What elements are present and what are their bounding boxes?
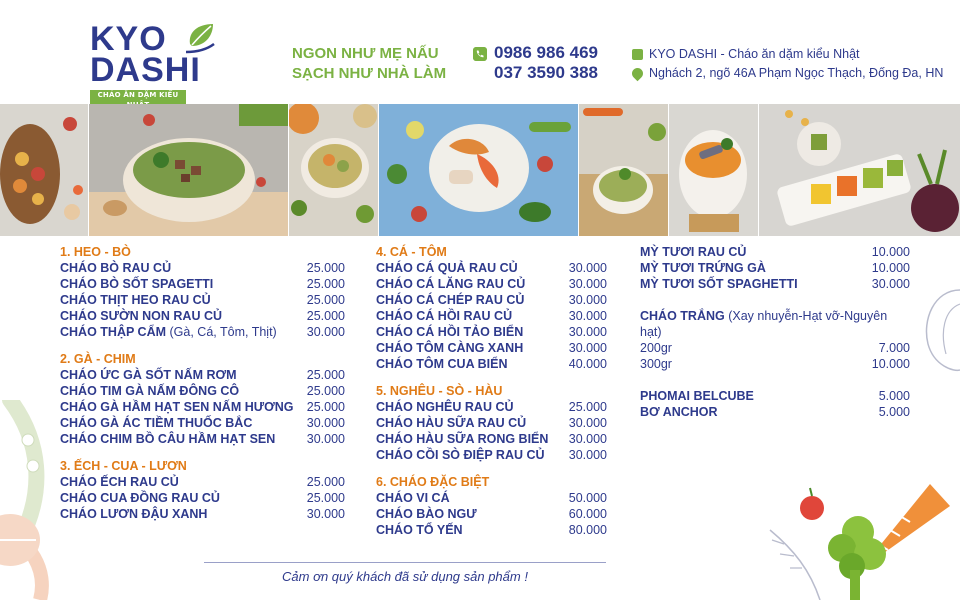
item-price: 10.000 xyxy=(871,357,910,371)
item-name: CHÁO ẾCH RAU CỦ xyxy=(60,475,179,489)
section-title-chao-dac-biet: 6. CHÁO ĐẶC BIỆT xyxy=(376,475,490,489)
slogan-line-2: SẠCH NHƯ NHÀ LÀM xyxy=(292,65,447,82)
item-name: CHÁO CÁ HỒI TẢO BIỂN xyxy=(376,325,524,339)
item-name: CHÁO TÔM CÀNG XANH xyxy=(376,341,524,355)
menu-item xyxy=(376,506,607,522)
menu-item xyxy=(376,415,607,431)
item-price: 7.000 xyxy=(878,341,910,355)
item-price: 30.000 xyxy=(306,325,345,339)
menu-item xyxy=(376,292,607,308)
menu-item xyxy=(376,431,607,447)
item-price: 10.000 xyxy=(871,245,910,259)
item-name: CHÁO CỒI SÒ ĐIỆP RAU CỦ xyxy=(376,448,545,462)
item-name: CHÁO HÀU SỮA RONG BIỂN xyxy=(376,432,549,446)
slogan xyxy=(292,44,446,84)
photo-salmon-porridge xyxy=(669,104,758,236)
item-name: CHÁO ỨC GÀ SỐT NẤM RƠM xyxy=(60,368,237,382)
item-price: 25.000 xyxy=(568,400,607,414)
item-price: 25.000 xyxy=(306,293,345,307)
menu-item xyxy=(60,383,345,399)
menu-item xyxy=(640,244,910,260)
item-name: CHÁO GÀ HẦM HẠT SEN NẤM HƯƠNG xyxy=(60,400,294,414)
menu-item xyxy=(60,506,345,522)
menu-item xyxy=(376,490,607,506)
menu-item xyxy=(640,404,910,420)
item-price: 30.000 xyxy=(306,507,345,521)
menu-column-3 xyxy=(640,244,910,420)
item-price: 30.000 xyxy=(568,448,607,462)
item-price: 25.000 xyxy=(306,261,345,275)
item-price: 50.000 xyxy=(568,491,607,505)
section-title-heo-bo: 1. HEO - BÒ xyxy=(60,245,131,259)
spacer xyxy=(640,292,910,308)
menu-item xyxy=(60,308,345,324)
item-name: CHÁO CÁ LĂNG RAU CỦ xyxy=(376,277,526,291)
item-price: 25.000 xyxy=(306,491,345,505)
item-name: CHÁO CÁ QUẢ RAU CỦ xyxy=(376,261,518,275)
item-price: 5.000 xyxy=(878,405,910,419)
spacer xyxy=(640,372,910,388)
section-title-ca-tom: 4. CÁ - TÔM xyxy=(376,245,447,259)
item-name: CHÁO THẬP CẨM xyxy=(60,325,167,339)
item-note: (Gà, Cá, Tôm, Thịt) xyxy=(166,325,277,339)
menu-item xyxy=(376,356,607,372)
vegetables-illustration xyxy=(750,470,960,600)
item-price: 25.000 xyxy=(306,400,345,414)
item-price: 25.000 xyxy=(306,368,345,382)
phone-number-1[interactable]: 0986 986 469 xyxy=(494,43,598,62)
menu-item xyxy=(376,399,607,415)
item-name-with-note xyxy=(60,324,277,340)
thank-you-note: Cảm ơn quý khách đã sử dụng sản phẩm ! xyxy=(282,569,528,584)
item-name: CHÁO SƯỜN NON RAU CỦ xyxy=(60,309,223,323)
item-name: CHÁO CÁ HỒI RAU CỦ xyxy=(376,309,513,323)
menu-item xyxy=(376,308,607,324)
item-price: 25.000 xyxy=(306,309,345,323)
item-name: CHÁO TỔ YẾN xyxy=(376,523,463,537)
menu-item xyxy=(60,399,345,415)
address: Nghách 2, ngõ 46A Phạm Ngọc Thạch, Đống Đa, HN xyxy=(649,66,944,80)
photo-green-porridge xyxy=(579,104,668,236)
item-name: CHÁO LƯƠN ĐẬU XANH xyxy=(60,507,208,521)
item-name: CHÁO GÀ ÁC TIỀM THUỐC BẮC xyxy=(60,416,253,430)
item-price: 30.000 xyxy=(568,293,607,307)
menu-item xyxy=(60,260,345,276)
address-row xyxy=(632,64,943,83)
menu-item xyxy=(640,260,910,276)
plain-porridge-name: CHÁO TRẮNG xyxy=(640,309,725,323)
item-name: CHÁO BÀO NGƯ xyxy=(376,507,477,521)
plain-porridge-title xyxy=(640,308,910,340)
facebook-row xyxy=(632,45,943,64)
item-name: CHÁO BÒ RAU CỦ xyxy=(60,261,172,275)
photo-beef-porridge xyxy=(89,104,288,236)
item-price: 30.000 xyxy=(568,325,607,339)
menu-item xyxy=(376,447,607,463)
item-name: MỲ TƯƠI RAU CỦ xyxy=(640,245,747,259)
menu-item xyxy=(640,340,910,356)
photo-veggie-cubes xyxy=(759,104,960,236)
item-price: 30.000 xyxy=(568,432,607,446)
photo-pumpkin-porridge xyxy=(289,104,378,236)
item-price: 30.000 xyxy=(568,277,607,291)
item-name: MỲ TƯƠI SỐT SPAGHETTI xyxy=(640,277,798,291)
menu-item xyxy=(60,324,345,340)
menu-item xyxy=(60,490,345,506)
menu-column-2 xyxy=(376,244,607,538)
plain-porridge-note: (Xay nhuyễn-Hạt vỡ-Nguyên hạt) xyxy=(640,309,888,339)
item-name: CHÁO CÁ CHÉP RAU CỦ xyxy=(376,293,525,307)
phone-numbers xyxy=(494,43,598,83)
photo-pasta-board xyxy=(0,104,88,236)
phone-icon xyxy=(473,47,487,61)
item-price: 30.000 xyxy=(568,261,607,275)
item-price: 80.000 xyxy=(568,523,607,537)
contact-info xyxy=(632,45,943,83)
item-name: CHÁO HÀU SỮA RAU CỦ xyxy=(376,416,527,430)
item-price: 25.000 xyxy=(306,277,345,291)
item-price: 30.000 xyxy=(568,341,607,355)
menu-item xyxy=(60,367,345,383)
menu-item xyxy=(376,324,607,340)
item-size: 300gr xyxy=(640,357,672,371)
item-name: CHÁO TÔM CUA BIỂN xyxy=(376,357,508,371)
menu-item xyxy=(60,292,345,308)
item-price: 40.000 xyxy=(568,357,607,371)
menu-item xyxy=(376,340,607,356)
menu-item xyxy=(60,474,345,490)
brand-tagline: CHÁO ĂN DẶM KIỂU xyxy=(90,90,186,110)
item-name: CHÁO THỊT HEO RAU CỦ xyxy=(60,293,211,307)
food-photo-strip xyxy=(0,104,960,236)
menu-column-1 xyxy=(60,244,345,522)
radish-illustration xyxy=(0,500,50,600)
brand-line-1: KYO xyxy=(90,20,167,58)
item-price: 30.000 xyxy=(871,277,910,291)
menu-item xyxy=(376,276,607,292)
item-price: 10.000 xyxy=(871,261,910,275)
menu-item xyxy=(640,276,910,292)
item-name: PHOMAI BELCUBE xyxy=(640,389,754,403)
item-price: 25.000 xyxy=(306,475,345,489)
menu-item xyxy=(60,276,345,292)
item-price: 30.000 xyxy=(568,309,607,323)
section-title-ech-cua-luon: 3. ẾCH - CUA - LƯƠN xyxy=(60,459,187,473)
facebook-page[interactable]: KYO DASHI - Cháo ăn dặm kiểu Nhật xyxy=(649,47,860,61)
slogan-line-1: NGON NHƯ MẸ NẤU xyxy=(292,45,439,62)
facebook-icon xyxy=(632,49,643,60)
leaf-spoon-icon xyxy=(186,22,216,58)
item-price: 30.000 xyxy=(568,416,607,430)
header xyxy=(0,0,960,104)
menu-item xyxy=(640,388,910,404)
menu-item xyxy=(60,415,345,431)
pumpkin-outline-illustration xyxy=(914,280,960,380)
menu-item xyxy=(376,522,607,538)
footer-divider xyxy=(204,562,606,563)
item-price: 60.000 xyxy=(568,507,607,521)
item-name: CHÁO TIM GÀ NẤM ĐÔNG CÔ xyxy=(60,384,240,398)
menu-item xyxy=(376,260,607,276)
item-name: MỲ TƯƠI TRỨNG GÀ xyxy=(640,261,766,275)
phone-number-2[interactable]: 037 3590 388 xyxy=(494,63,598,82)
brand-logo xyxy=(90,20,220,99)
menu-item xyxy=(60,431,345,447)
section-title-ga-chim: 2. GÀ - CHIM xyxy=(60,352,136,366)
item-name: CHÁO NGHÊU RAU CỦ xyxy=(376,400,514,414)
item-price: 5.000 xyxy=(878,389,910,403)
section-title-ngheu-so-hau: 5. NGHÊU - SÒ - HÀU xyxy=(376,384,503,398)
photo-seafood-spread xyxy=(379,104,578,236)
item-size: 200gr xyxy=(640,341,672,355)
item-name: CHÁO VI CÁ xyxy=(376,491,450,505)
menu-item xyxy=(640,356,910,372)
item-price: 30.000 xyxy=(306,432,345,446)
item-name: CHÁO CUA ĐỒNG RAU CỦ xyxy=(60,491,220,505)
item-name: CHÁO CHIM BỒ CÂU HẦM HẠT SEN xyxy=(60,432,276,446)
item-name: CHÁO BÒ SỐT SPAGETTI xyxy=(60,277,214,291)
item-price: 25.000 xyxy=(306,384,345,398)
item-name: BƠ ANCHOR xyxy=(640,405,718,419)
brand-line-2: DASHI xyxy=(90,51,201,89)
location-pin-icon xyxy=(630,66,646,82)
item-price: 30.000 xyxy=(306,416,345,430)
